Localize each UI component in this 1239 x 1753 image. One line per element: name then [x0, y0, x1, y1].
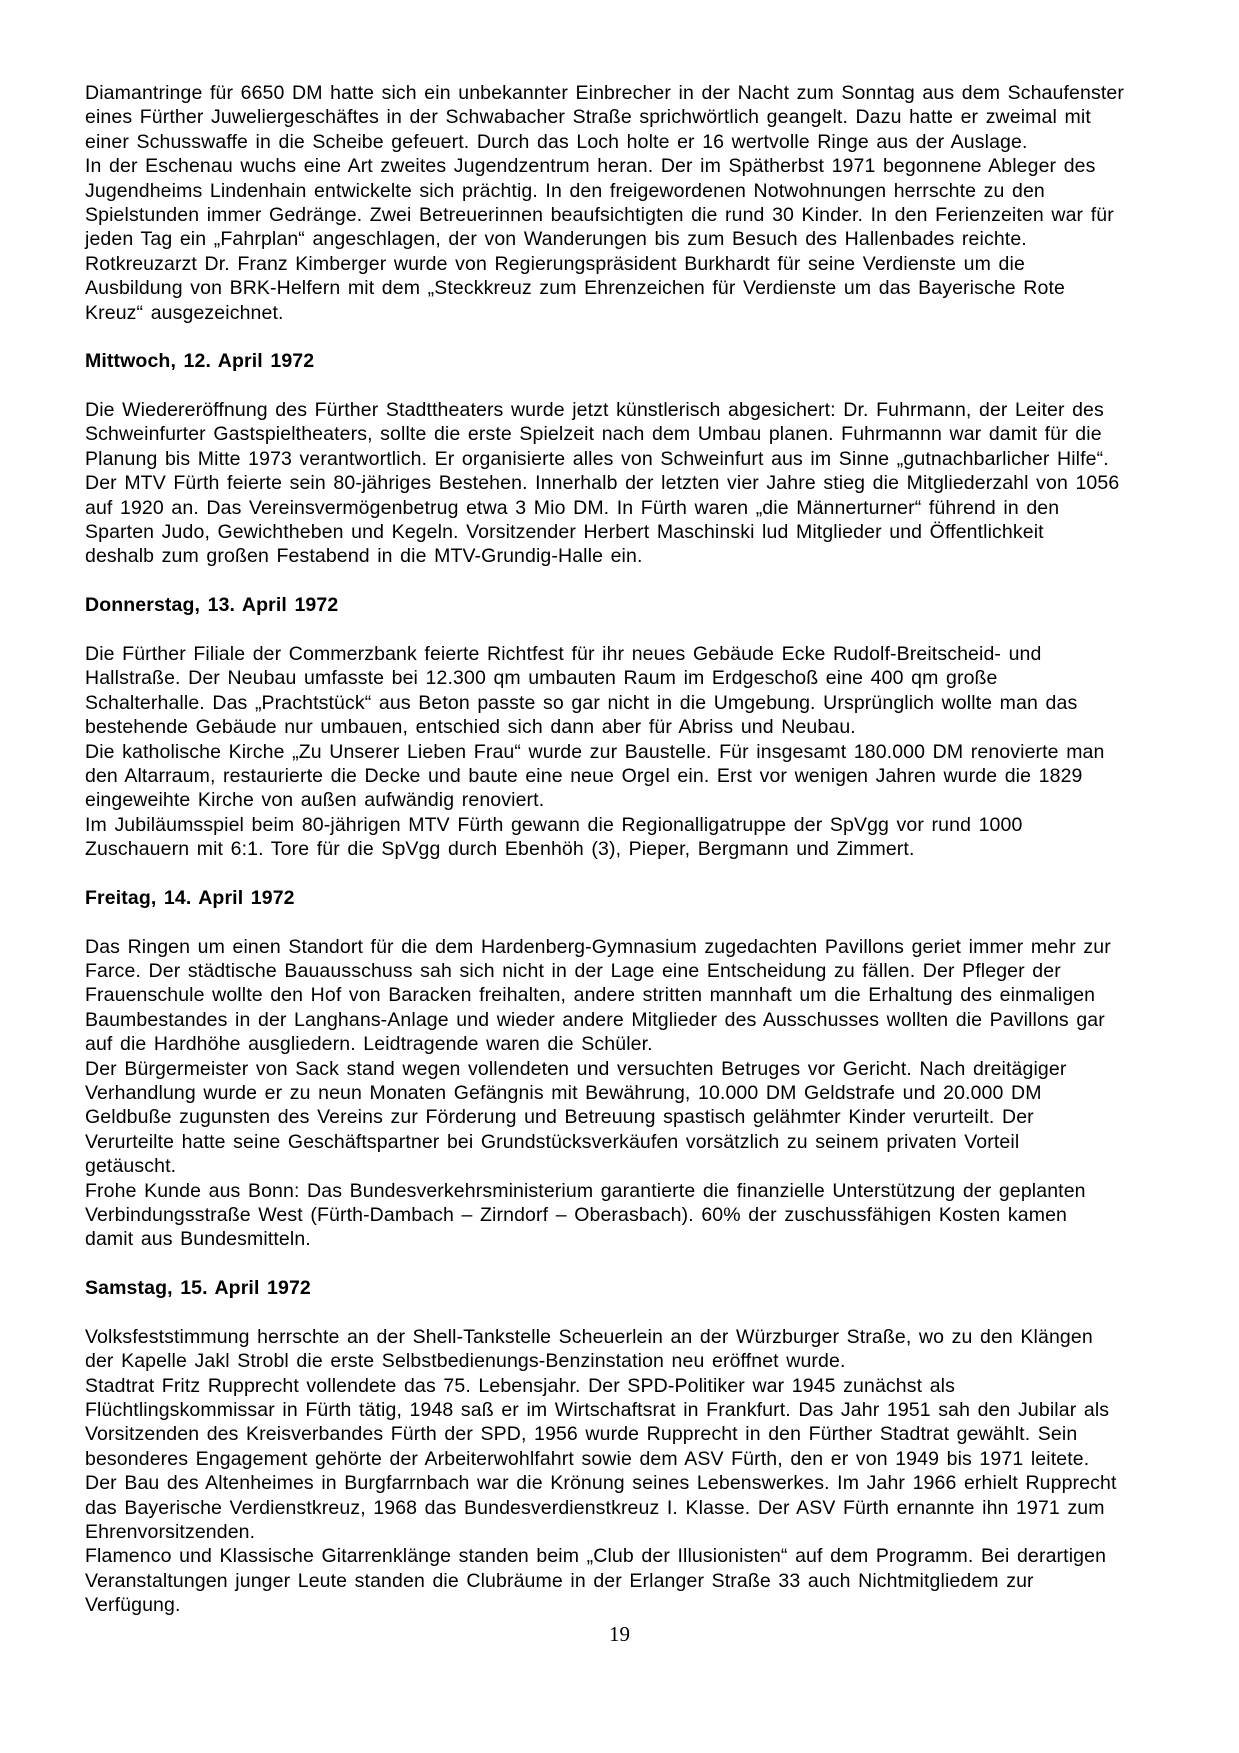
text-line: Die Fürther Filiale der Commerzbank feierte Richtfest für ihr neues Gebäude Ecke Rudolf-Breitscheid- und [85, 642, 1042, 665]
text-line: Hallstraße. Der Neubau umfasste bei 12.300 qm umbauten Raum im Erdgeschoß eine 400 qm große [85, 667, 998, 690]
text-line: auf 1920 an. Das Vereinsvermögenbetrug etwa 3 Mio DM. In Fürth waren „die Männerturner“ führend in den [85, 496, 1060, 519]
text-line: Der MTV Fürth feierte sein 80-jähriges Bestehen. Innerhalb der letzten vier Jahre stieg die Mitgliederzahl von 1056 [85, 472, 1120, 495]
document-body [85, 81, 1179, 1642]
text-line: damit aus Bundesmitteln. [85, 1228, 311, 1251]
text-line: Flamenco und Klassische Gitarrenklänge standen beim „Club der Illusionisten“ auf dem Programm. Bei derartigen [85, 1545, 1107, 1568]
page-number: 19 [609, 1622, 630, 1646]
text-line: Zuschauern mit 6:1. Tore für die SpVgg durch Ebenhöh (3), Pieper, Bergmann und Zimmert. [85, 838, 915, 861]
paragraph [85, 1325, 1179, 1618]
text-line: Schweinfurter Gastspieltheaters, sollte die erste Spielzeit nach dem Umbau planen. Fuhrmannn war damit für die [85, 423, 1102, 446]
text-line: der Kapelle Jakl Strobl die erste Selbstbedienungs-Benzinstation neu eröffnet wurde. [85, 1350, 846, 1373]
text-line: Schalterhalle. Das „Prachtstück“ aus Beton passte so gar nicht in die Umgebung. Ursprünglich wollte man das [85, 691, 1078, 714]
text-line: eingeweihte Kirche von außen aufwändig renoviert. [85, 789, 545, 812]
text-line: Rotkreuzarzt Dr. Franz Kimberger wurde von Regierungspräsident Burkhardt für seine Verdienste um die [85, 252, 1025, 275]
date-heading: Samstag, 15. April 1972 [85, 1277, 311, 1300]
text-line: das Bayerische Verdienstkreuz, 1968 das Bundesverdienstkreuz I. Klasse. Der ASV Fürth ernannte ihn 1971 zum [85, 1496, 1105, 1519]
date-heading: Mittwoch, 12. April 1972 [85, 350, 315, 373]
text-line: eines Fürther Juweliergeschäftes in der Schwabacher Straße sprichwörtlich geangelt. Dazu hatte er zweimal mit [85, 106, 1091, 129]
text-line: Das Ringen um einen Standort für die dem Hardenberg-Gymnasium zugedachten Pavillons geriet immer mehr zur [85, 935, 1111, 958]
paragraph [85, 935, 1179, 1252]
text-line: Planung bis Mitte 1973 verantwortlich. Er organisierte alles von Schweinfurt aus im Sinne „gutnachbarlicher Hilfe“. [85, 447, 1109, 470]
text-line: Der Bau des Altenheimes in Burgfarrnbach war die Krönung seines Lebenswerkes. Im Jahr 1966 erhielt Rupprecht [85, 1472, 1117, 1495]
text-line: den Altarraum, restaurierte die Decke und baute eine neue Orgel ein. Erst vor wenigen Jahren wurde die 1829 [85, 764, 1083, 787]
text-line: Die Wiedereröffnung des Fürther Stadttheaters wurde jetzt künstlerisch abgesichert: Dr. Fuhrmann, der Leiter des [85, 399, 1104, 422]
text-line: Sparten Judo, Gewichtheben und Kegeln. Vorsitzender Herbert Maschinski lud Mitglieder und Öffentlichkeit [85, 521, 1044, 544]
text-line: Verhandlung wurde er zu neun Monaten Gefängnis mit Bewährung, 10.000 DM Geldstrafe und 20.000 DM [85, 1082, 1042, 1105]
text-line: Ausbildung von BRK-Helfern mit dem „Steckkreuz zum Ehrenzeichen für Verdienste um das Bayerische Rote [85, 277, 1065, 300]
text-line: Diamantringe für 6650 DM hatte sich ein unbekannter Einbrecher in der Nacht zum Sonntag aus dem Schaufenster [85, 82, 1124, 104]
text-line: In der Eschenau wuchs eine Art zweites Jugendzentrum heran. Der im Spätherbst 1971 begonnene Ableger des [85, 155, 1096, 178]
text-line: Kreuz“ ausgezeichnet. [85, 301, 284, 324]
text-line: jeden Tag ein „Fahrplan“ angeschlagen, der von Wanderungen bis zum Besuch des Hallenbades reichte. [85, 228, 1027, 251]
text-line: Die katholische Kirche „Zu Unserer Lieben Frau“ wurde zur Baustelle. Für insgesamt 180.000 DM renovierte man [85, 740, 1105, 763]
text-line: Volksfeststimmung herrschte an der Shell-Tankstelle Scheuerlein an der Würzburger Straße, wo zu den Klängen [85, 1325, 1093, 1348]
text-line: Stadtrat Fritz Rupprecht vollendete das 75. Lebensjahr. Der SPD-Politiker war 1945 zunächst als [85, 1374, 955, 1397]
text-line: Im Jubiläumsspiel beim 80-jährigen MTV Fürth gewann die Regionalligatruppe der SpVgg vor rund 1000 [85, 813, 1023, 836]
text-line: Verbindungsstraße West (Fürth-Dambach – Zirndorf – Oberasbach). 60% der zuschussfähigen Kosten kamen [85, 1203, 1068, 1226]
text-line: bestehende Gebäude nur umbauen, entschied sich dann aber für Abriss und Neubau. [85, 716, 856, 739]
text-line: Baumbestandes in der Langhans-Anlage und wieder andere Mitglieder des Ausschusses wollten die Pavillons gar [85, 1008, 1105, 1031]
date-heading: Donnerstag, 13. April 1972 [85, 594, 339, 617]
text-line: deshalb zum großen Festabend in die MTV-Grundig-Halle ein. [85, 545, 643, 568]
text-line: Jugendheims Lindenhain entwickelte sich prächtig. In den freigewordenen Notwohnungen herrschte zu den [85, 179, 1045, 202]
text-line: Spielstunden immer Gedränge. Zwei Betreuerinnen beaufsichtigten die rund 30 Kinder. In den Ferienzeiten war für [85, 203, 1114, 226]
text-line: Vorsitzenden des Kreisverbandes Fürth der SPD, 1956 wurde Rupprecht in den Fürther Stadtrat gewählt. Sein [85, 1423, 1078, 1446]
text-line: Verurteilte hatte seine Geschäftspartner bei Grundstücksverkäufen vorsätzlich zu seinem privaten Vorteil [85, 1130, 1020, 1153]
text-line: Flüchtlingskommissar in Fürth tätig, 1948 saß er im Wirtschaftsrat in Frankfurt. Das Jahr 1951 sah den Jubilar als [85, 1399, 1110, 1422]
text-line: Farce. Der städtische Bauausschuss sah sich nicht in der Lage eine Entscheidung zu fällen. Der Pfleger der [85, 960, 1061, 983]
text-line: auf die Hardhöhe ausgliedern. Leidtragende waren die Schüler. [85, 1033, 653, 1056]
text-line: getäuscht. [85, 1155, 177, 1178]
text-line: Der Bürgermeister von Sack stand wegen vollendeten und versuchten Betruges vor Gericht. Nach dreitägiger [85, 1057, 1067, 1080]
paragraph [85, 642, 1179, 862]
text-line: Frauenschule wollte den Hof von Baracken freihalten, andere stritten mannhaft um die Erhaltung des einmaligen [85, 984, 1096, 1007]
paragraph [85, 81, 1179, 325]
text-line: besonderes Engagement gehörte der Arbeiterwohlfahrt sowie dem ASV Fürth, den er von 1949 bis 1971 leitete. [85, 1447, 1090, 1470]
date-heading: Freitag, 14. April 1972 [85, 886, 295, 909]
text-line: Verfügung. [85, 1594, 181, 1617]
text-line: einer Schusswaffe in die Scheibe gefeuert. Durch das Loch holte er 16 wertvolle Ringe aus der Auslage. [85, 130, 1028, 153]
text-line: Veranstaltungen junger Leute standen die Clubräume in der Erlanger Straße 33 auch Nichtmitgliedem zur [85, 1569, 1034, 1592]
paragraph [85, 398, 1179, 569]
text-line: Geldbuße zugunsten des Vereins zur Förderung und Betreuung spastisch gelähmter Kinder verurteilt. Der [85, 1106, 1034, 1129]
text-line: Frohe Kunde aus Bonn: Das Bundesverkehrsministerium garantierte die finanzielle Unterstützung der geplanten [85, 1179, 1086, 1202]
text-line: Ehrenvorsitzenden. [85, 1521, 256, 1544]
